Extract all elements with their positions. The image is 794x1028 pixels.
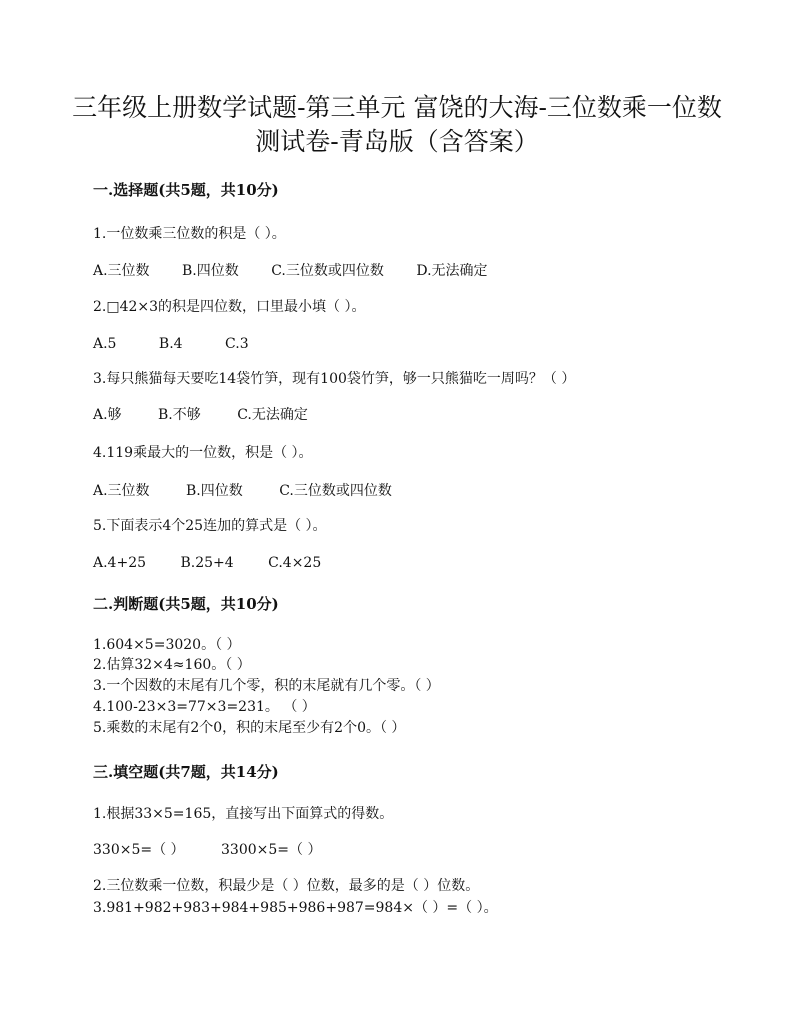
- fill-question-1: 1.根据33×5=165，直接写出下面算式的得数。: [93, 806, 394, 822]
- option-c: C.4×25: [268, 555, 322, 571]
- section-heading-choice: 一.选择题(共5题，共10分): [93, 181, 279, 199]
- fill-sub-b: 3300×5=（ ）: [221, 842, 322, 858]
- question-1-1: 1.一位数乘三位数的积是（ ）。: [93, 226, 286, 242]
- option-b: B.25+4: [180, 555, 234, 571]
- question-1-4-options: [93, 481, 420, 501]
- option-c: C.3: [225, 336, 249, 352]
- question-1-3-options: [93, 405, 336, 425]
- fill-question-2: 2.三位数乘一位数，积最少是（ ）位数，最多的是（ ）位数。: [93, 878, 480, 894]
- question-1-1-options: [93, 261, 516, 281]
- option-b: B.四位数: [186, 483, 243, 499]
- option-a: A.三位数: [93, 263, 150, 279]
- document-title-line2: 测试卷-青岛版（含答案）: [255, 127, 539, 156]
- question-1-2: 2.□42×3的积是四位数，口里最小填（ ）。: [93, 299, 366, 315]
- judgement-item: 3.一个因数的末尾有几个零，积的末尾就有几个零。（ ）: [93, 678, 440, 694]
- option-a: A.三位数: [93, 483, 150, 499]
- fill-question-1-sub: [93, 840, 349, 860]
- section-heading-fill-blank: 三.填空题(共7题，共14分): [93, 763, 279, 781]
- option-d: D.无法确定: [416, 263, 488, 279]
- document-title-line1: 三年级上册数学试题-第三单元 富饶的大海-三位数乘一位数: [72, 93, 722, 122]
- option-b: B.四位数: [182, 263, 239, 279]
- section-heading-judgement: 二.判断题(共5题，共10分): [93, 595, 279, 613]
- judgement-item: 5.乘数的末尾有2个0，积的末尾至少有2个0。（ ）: [93, 720, 406, 736]
- judgement-item: 1.604×5=3020。（ ）: [93, 637, 241, 653]
- option-a: A.5: [93, 336, 117, 352]
- option-c: C.三位数或四位数: [279, 483, 392, 499]
- option-a: A.够: [93, 407, 122, 423]
- option-c: C.三位数或四位数: [271, 263, 384, 279]
- judgement-item: 2.估算32×4≈160。（ ）: [93, 657, 251, 673]
- fill-sub-a: 330×5=（ ）: [93, 842, 185, 858]
- option-c: C.无法确定: [237, 407, 308, 423]
- question-1-3: 3.每只熊猫每天要吃14袋竹笋，现有100袋竹笋，够一只熊猫吃一周吗？（ ）: [93, 371, 576, 387]
- option-b: B.4: [158, 336, 183, 352]
- fill-question-3: 3.981+982+983+984+985+986+987=984×（ ）=（ ）。: [93, 900, 498, 916]
- option-b: B.不够: [158, 407, 201, 423]
- question-1-2-options: [93, 334, 277, 354]
- question-1-5: 5.下面表示4个25连加的算式是（ ）。: [93, 518, 327, 534]
- judgement-item: 4.100-23×3=77×3=231。 （ ）: [93, 699, 316, 715]
- question-1-4: 4.119乘最大的一位数，积是（ ）。: [93, 445, 313, 461]
- option-a: A.4+25: [93, 555, 147, 571]
- question-1-5-options: [93, 553, 349, 573]
